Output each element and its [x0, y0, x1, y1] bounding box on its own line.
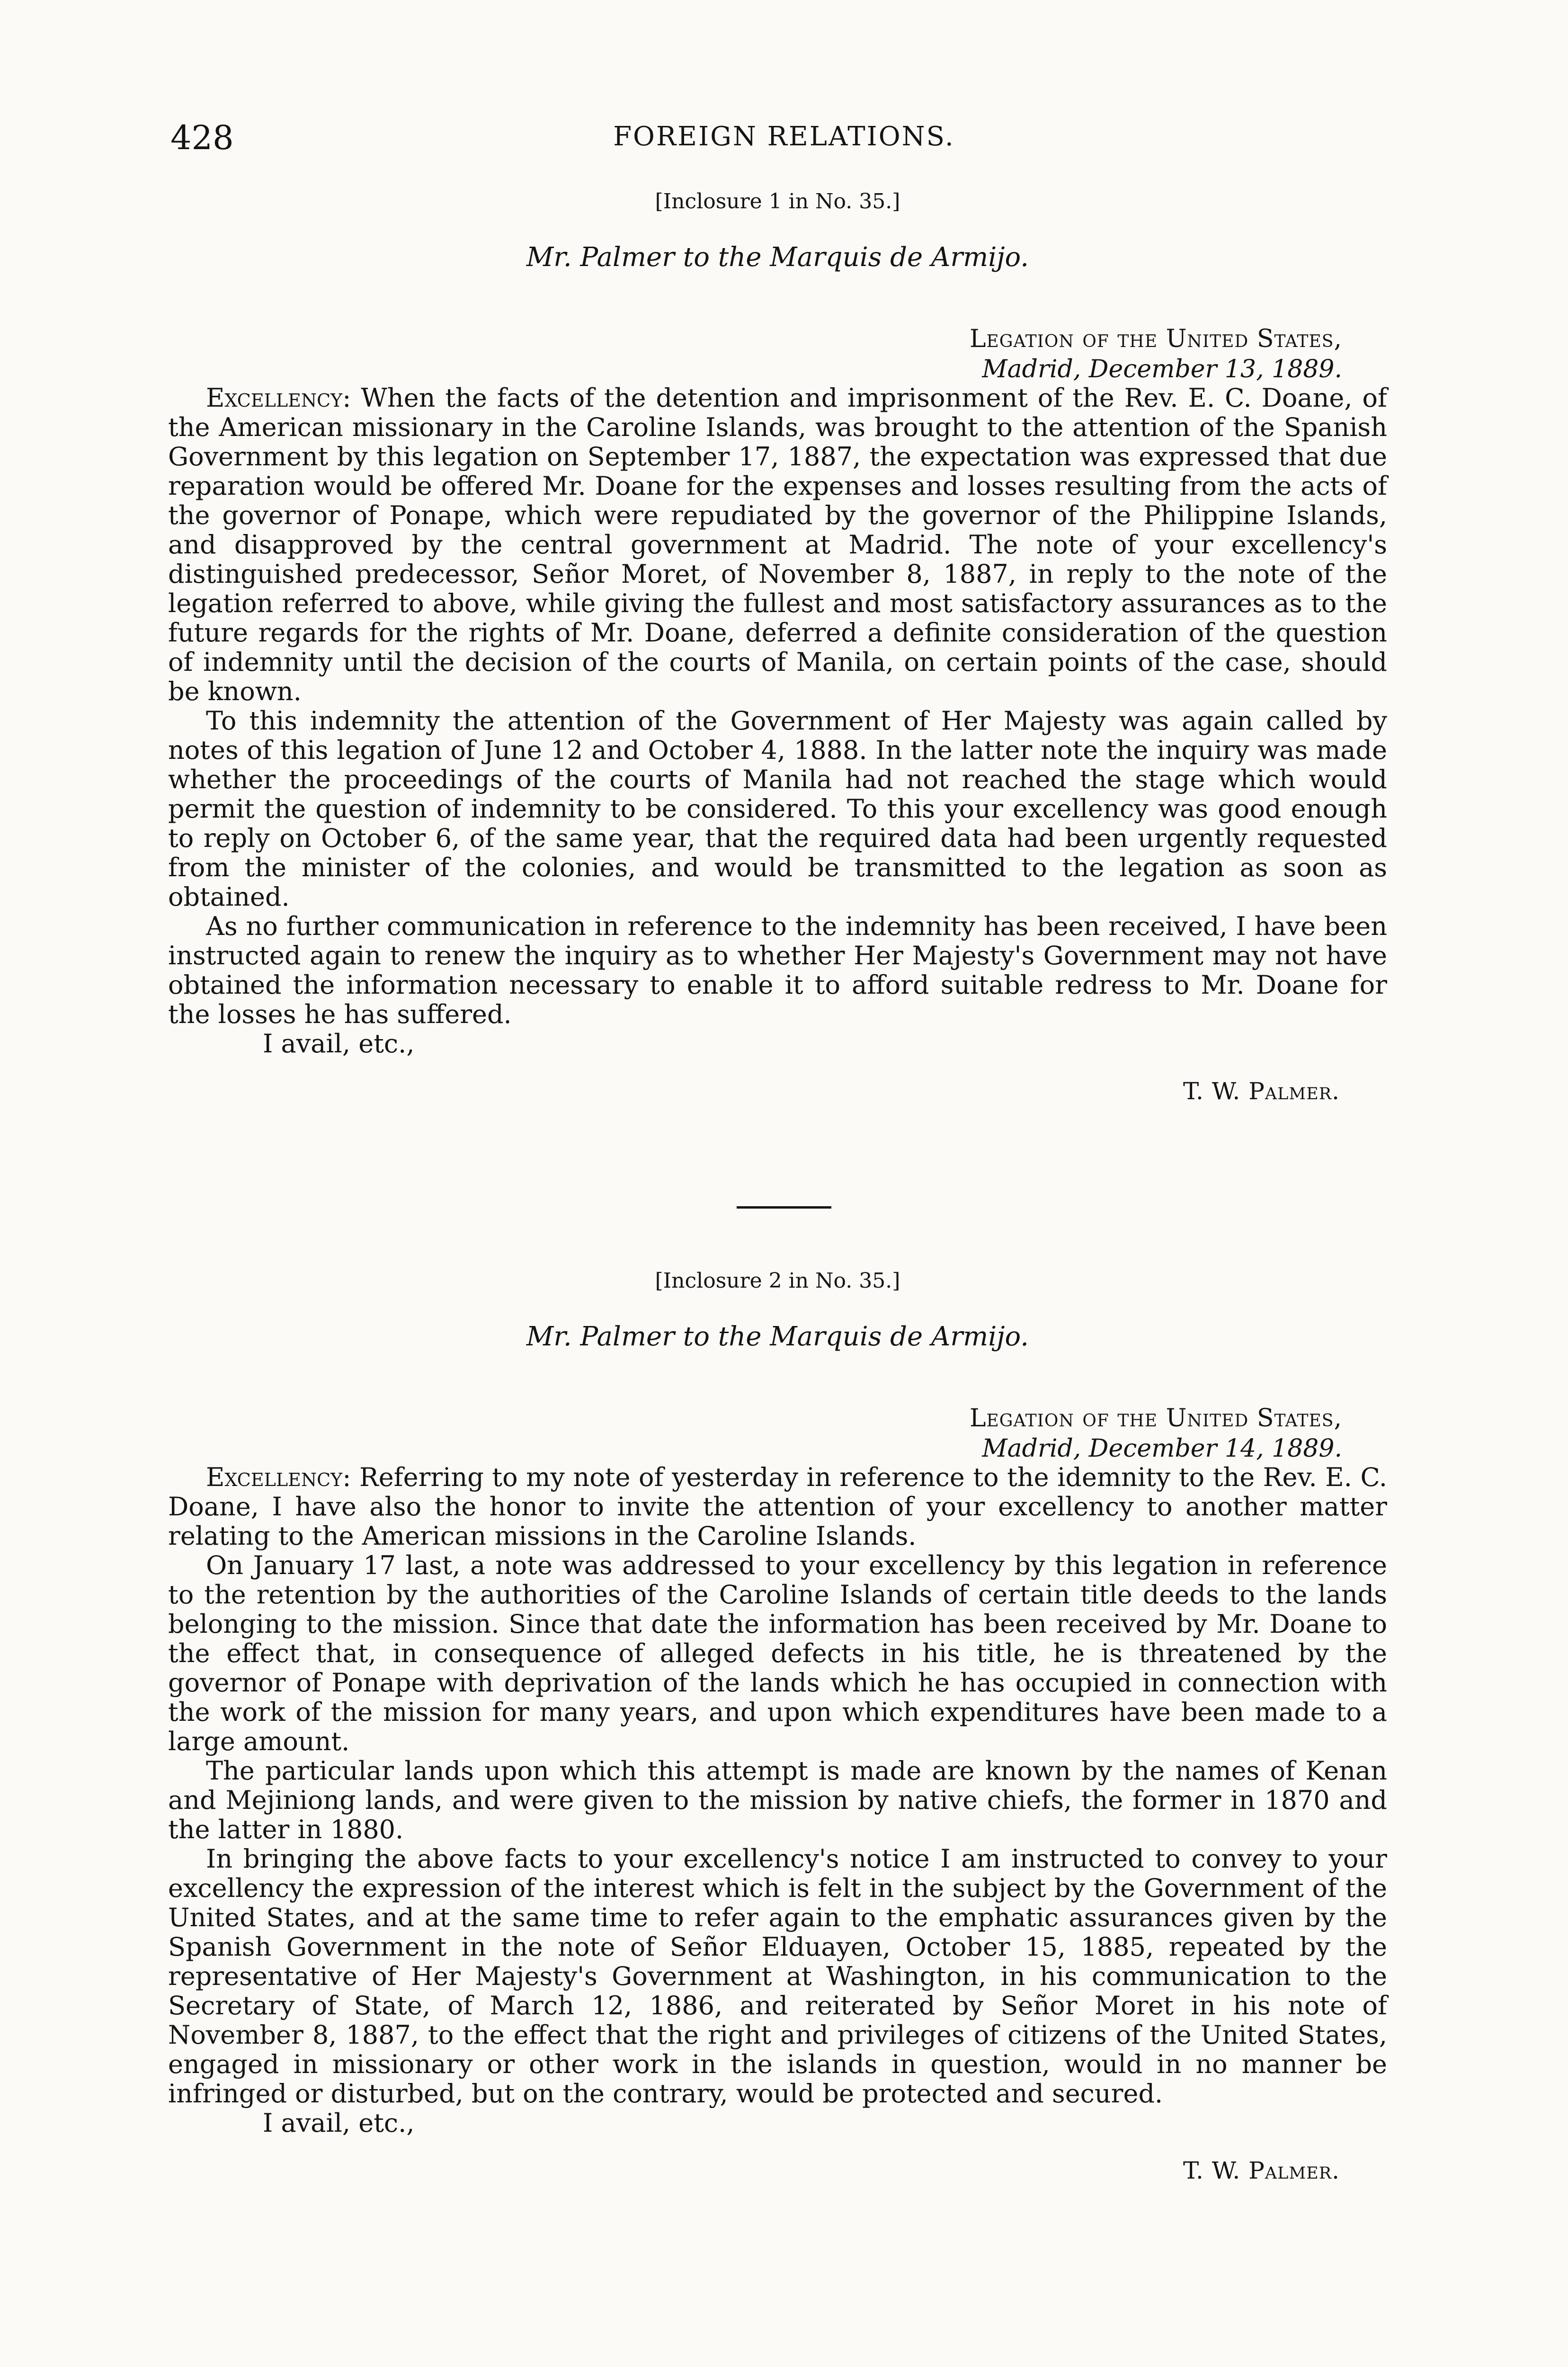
section-divider — [737, 1206, 831, 1209]
letter-1-legation: Legation of the United States, — [969, 325, 1342, 353]
letter-1 — [168, 189, 1387, 1105]
inclosure-note-2: [Inclosure 2 in No. 35.] — [655, 1269, 900, 1293]
running-head: FOREIGN RELATIONS. — [613, 121, 955, 152]
page-number: 428 — [170, 118, 234, 157]
letter-1-signature: T. W. Palmer. — [1183, 1077, 1340, 1105]
letter-2-signature: T. W. Palmer. — [1183, 2157, 1340, 2184]
letter-2-paragraph: The particular lands upon which this attempt is made are known by the names of Kenan and Mejiniong lands, and were given to the mission by native chiefs, the former in 1870 and the latter in 1880. — [168, 1756, 1387, 1844]
letter-2-paragraph: In bringing the above facts to your excellency's notice I am instructed to convey to your excellency the expression of the interest which is felt in the subject by the Government of the United States, and at the same time to refer again to the emphatic assurances given by the Spanish Government in the note of Señor Elduayen, October 15, 1885, repeated by the representative of Her Majesty's Government at Washington, in his communication to the Secretary of State, of March 12, 1886, and reiterated by Señor Moret in his note of November 8, 1887, to the effect that the right and privileges of citizens of the United States, engaged in missionary or other work in the islands in question, would in no manner be infringed or disturbed, but on the contrary, would be protected and secured. — [168, 1844, 1387, 2109]
letter-2 — [168, 1269, 1387, 2184]
inclosure-note-1: [Inclosure 1 in No. 35.] — [655, 189, 900, 214]
letter-2-title: Mr. Palmer to the Marquis de Armijo. — [526, 1321, 1029, 1352]
letter-1-paragraph: Excellency: When the facts of the detention and imprisonment of the Rev. E. C. Doane, of the American missionary in the Caroline Islands, was brought to the attention of the Spanish Government by this legation on September 17, 1887, the expectation was expressed that due reparation would be offered Mr. Doane for the expenses and losses resulting from the acts of the governor of Ponape, which were repudiated by the governor of the Philippine Islands, and disapproved by the central government at Madrid. The note of your excellency's distinguished predecessor, Señor Moret, of November 8, 1887, in reply to the note of the legation referred to above, while giving the fullest and most satisfactory assurances as to the future regards for the rights of Mr. Doane, deferred a definite consideration of the question of indemnity until the decision of the courts of Manila, on certain points of the case, should be known. — [168, 383, 1387, 706]
letter-1-paragraph: As no further communication in reference to the indemnity has been received, I have been instructed again to renew the inquiry as to whether Her Majesty's Government may not have obtained the information necessary to enable it to afford suitable redress to Mr. Doane for the losses he has suffered. — [168, 911, 1387, 1029]
letter-2-paragraph: On January 17 last, a note was addressed to your excellency by this legation in reference to the retention by the authorities of the Caroline Islands of certain title deeds to the lands belonging to the mission. Since that date the information has been received by Mr. Doane to the effect that, in consequence of alleged defects in his title, he is threatened by the governor of Ponape with deprivation of the lands which he has occupied in connection with the work of the mission for many years, and upon which expenditures have been made to a large amount. — [168, 1550, 1387, 1756]
letter-1-paragraph: To this indemnity the attention of the Government of Her Majesty was again called by notes of this legation of June 12 and October 4, 1888. In the latter note the inquiry was made whether the proceedings of the courts of Manila had not reached the stage which would permit the question of indemnity to be considered. To this your excellency was good enough to reply on October 6, of the same year, that the required data had been urgently requested from the minister of the colonies, and would be transmitted to the legation as soon as obtained. — [168, 706, 1387, 912]
letter-1-dateline: Madrid, December 13, 1889. — [982, 355, 1342, 383]
letter-1-closing: I avail, etc., — [263, 1029, 415, 1059]
letter-2-paragraph: Excellency: Referring to my note of yesterday in reference to the idemnity to the Rev. E. C. Doane, I have also the honor to invite the attention of your excellency to another matter relating to the American missions in the Caroline Islands. — [168, 1462, 1387, 1551]
letter-2-dateline: Madrid, December 14, 1889. — [982, 1434, 1342, 1463]
letter-2-legation: Legation of the United States, — [969, 1404, 1342, 1433]
salutation: Excellency: — [206, 383, 351, 413]
page-header — [0, 118, 1568, 166]
letter-2-closing: I avail, etc., — [263, 2108, 415, 2138]
salutation: Excellency: — [206, 1462, 351, 1492]
letter-1-title: Mr. Palmer to the Marquis de Armijo. — [526, 242, 1029, 273]
